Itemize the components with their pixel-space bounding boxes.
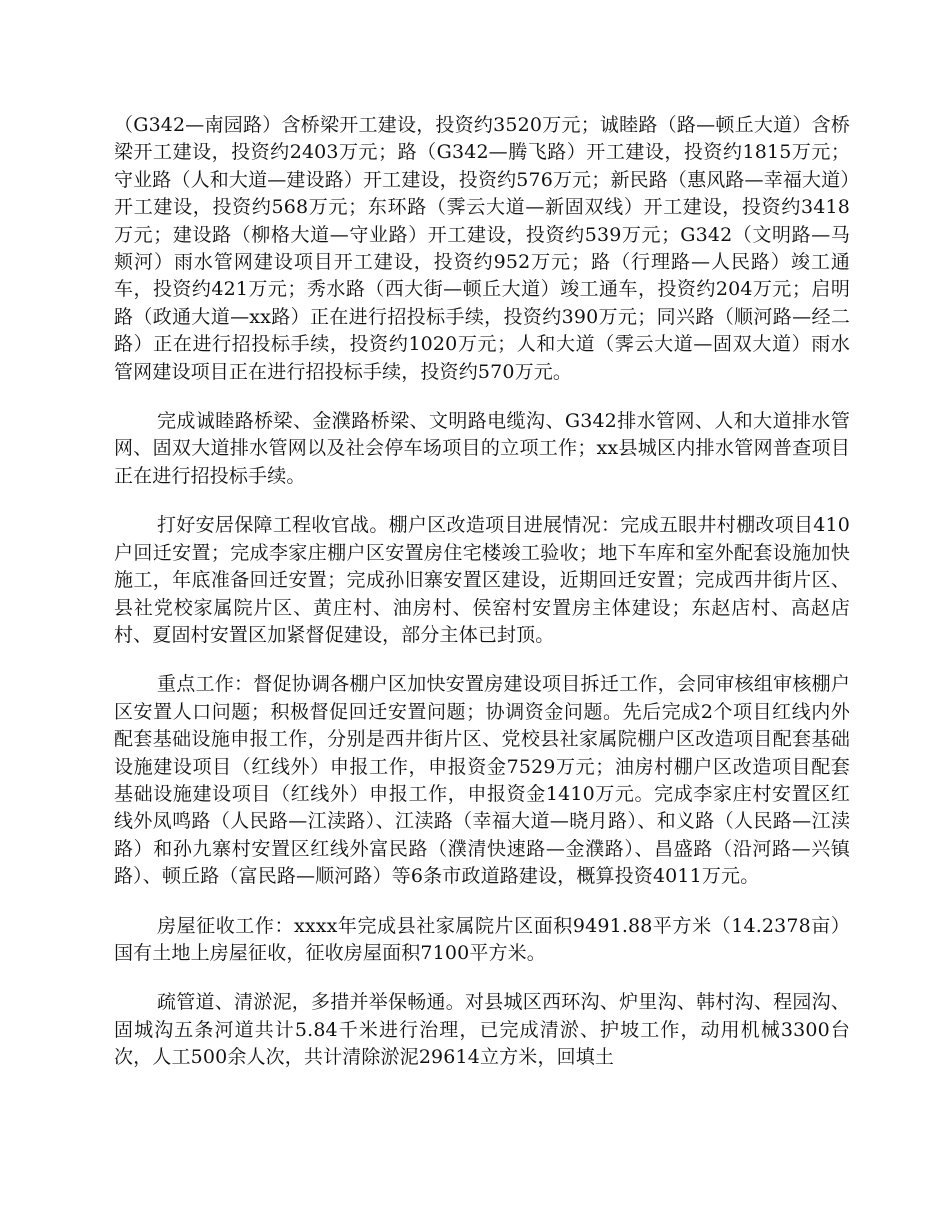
paragraph-housing-security: 打好安居保障工程收官战。棚户区改造项目进展情况：完成五眼井村棚改项目410户回迁安置；完成李家庄棚户区安置房住宅楼竣工验收；地下车库和室外配套设施加快施工，年底准备回迁安置；完成孙旧寨安置区建设，近期回迁安置；完成西井街片区、县社党校家属院片区、黄庄村、油房村、侯窑村安置房主体建设；东赵店村、高赵店村、夏固村安置区加紧督促建设，部分主体已封顶。 [114, 514, 850, 646]
paragraph-roads: （G342—南园路）含桥梁开工建设，投资约3520万元；诚睦路（路—顿丘大道）含桥梁开工建设，投资约2403万元；路（G342—腾飞路）开工建设，投资约1815万元；守业路（人和大道—建设路）开工建设，投资约576万元；新民路（惠风路—幸福大道）开工建设，投资约568万元；东环路（霁云大道—新固双线）开工建设，投资约3418万元；建设路（柳格大道—守业路）开工建设，投资约539万元；G342（文明路—马颊河）雨水管网建设项目开工建设，投资约952万元；路（行理路—人民路）竣工通车，投资约421万元；秀水路（西大街—顿丘大道）竣工通车，投资约204万元；启明路（政通大道—xx路）正在进行招投标手续，投资约390万元；同兴路（顺河路—经二路）正在进行招投标手续，投资约1020万元；人和大道（霁云大道—固双大道）雨水管网建设项目正在进行招投标手续，投资约570万元。 [114, 114, 850, 383]
document-body [114, 112, 850, 1094]
paragraph-house-expropriation: 房屋征收工作：xxxx年完成县社家属院片区面积9491.88平方米（14.2378亩）国有土地上房屋征收，征收房屋面积7100平方米。 [114, 914, 850, 964]
paragraph-project-approval: 完成诚睦路桥梁、金濮路桥梁、文明路电缆沟、G342排水管网、人和大道排水管网、固双大道排水管网以及社会停车场项目的立项工作；xx县城区内排水管网普查项目正在进行招投标手续。 [114, 410, 850, 487]
paragraph-key-work: 重点工作：督促协调各棚户区加快安置房建设项目拆迁工作，会同审核组审核棚户区安置人口问题；积极督促回迁安置问题；协调资金问题。先后完成2个项目红线内外配套基础设施申报工作，分别是西井街片区、党校县社家属院棚户区改造项目配套基础设施建设项目（红线外）申报工作，申报资金7529万元；油房村棚户区改造项目配套基础设施建设项目（红线外）申报工作，申报资金1410万元。完成李家庄村安置区红线外凤鸣路（人民路—江渎路）、江渎路（幸福大道—晓月路）、和义路（人民路—江渎路）和孙九寨村安置区红线外富民路（濮清快速路—金濮路）、昌盛路（沿河路—兴镇路）、顿丘路（富民路—顺河路）等6条市政道路建设，概算投资4011万元。 [114, 673, 850, 888]
paragraph-dredging: 疏管道、清淤泥，多措并举保畅通。对县城区西环沟、炉里沟、韩村沟、程园沟、固城沟五条河道共计5.84千米进行治理，已完成清淤、护坡工作，动用机械3300台次，人工500余人次，共计清除淤泥29614立方米，回填土 [114, 991, 850, 1069]
